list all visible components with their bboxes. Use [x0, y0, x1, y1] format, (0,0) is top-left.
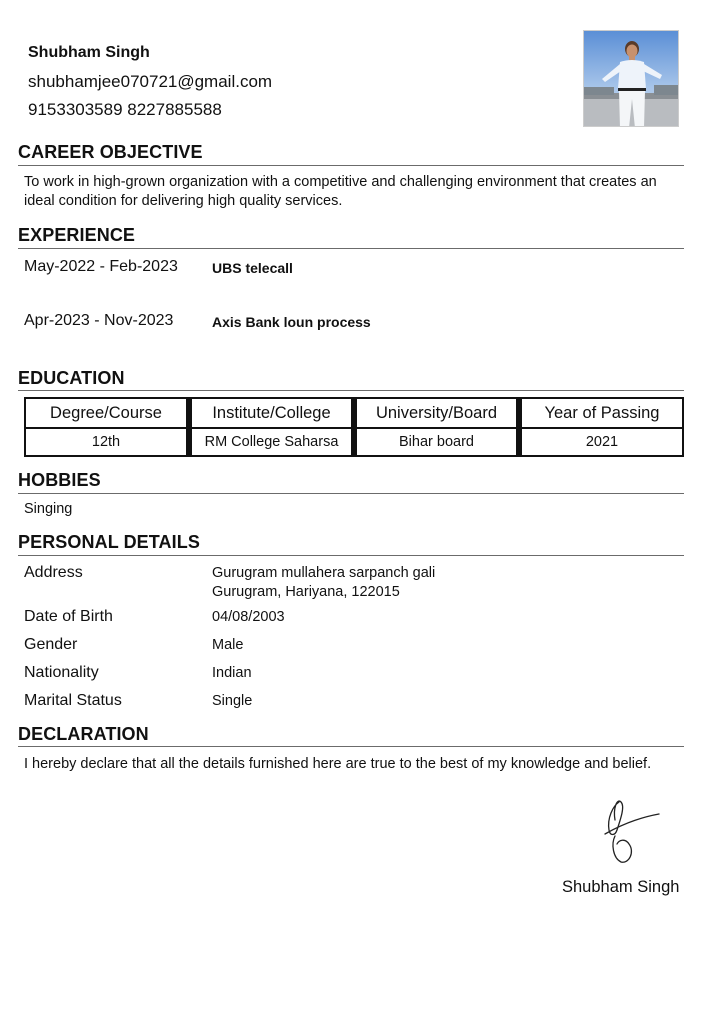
- marital-status-value: Single: [212, 693, 253, 709]
- dob-value: 04/08/2003: [212, 609, 285, 625]
- section-divider: [18, 248, 684, 249]
- section-title-personal-details: PERSONAL DETAILS: [18, 532, 200, 552]
- profile-photo: [583, 30, 679, 127]
- table-header-cell: University/Board: [353, 397, 518, 429]
- gender-label: Gender: [24, 636, 78, 653]
- signature-name: Shubham Singh: [562, 878, 680, 896]
- section-divider: [18, 165, 684, 166]
- section-title-hobbies: HOBBIES: [18, 470, 101, 490]
- table-header-cell: Degree/Course: [24, 397, 188, 429]
- gender-value: Male: [212, 637, 244, 653]
- section-divider: [18, 555, 684, 556]
- nationality-label: Nationality: [24, 664, 99, 681]
- phone-numbers: 9153303589 8227885588: [28, 100, 222, 119]
- address-line-1: Gurugram mullahera sarpanch gali: [212, 565, 436, 581]
- table-cell: 2021: [518, 429, 684, 457]
- table-cell: 12th: [24, 429, 188, 457]
- education-table: [24, 397, 684, 457]
- table-header-cell: Year of Passing: [518, 397, 684, 429]
- nationality-value: Indian: [212, 665, 252, 681]
- candidate-name: Shubham Singh: [28, 44, 150, 61]
- section-title-education: EDUCATION: [18, 368, 125, 388]
- section-title-declaration: DECLARATION: [18, 724, 149, 744]
- section-divider: [18, 390, 684, 391]
- experience-dates: May-2022 - Feb-2023: [24, 258, 178, 275]
- experience-company: Axis Bank loun process: [212, 314, 371, 330]
- table-cell: Bihar board: [353, 429, 518, 457]
- experience-company: UBS telecall: [212, 260, 293, 276]
- table-cell: RM College Saharsa: [188, 429, 353, 457]
- hobbies-text: Singing: [24, 501, 73, 517]
- section-title-career-objective: CAREER OBJECTIVE: [18, 142, 203, 162]
- experience-dates: Apr-2023 - Nov-2023: [24, 312, 174, 329]
- table-header-row: [24, 397, 684, 429]
- marital-status-label: Marital Status: [24, 692, 122, 709]
- signature-image: [595, 796, 665, 868]
- table-header-cell: Institute/College: [188, 397, 353, 429]
- section-title-experience: EXPERIENCE: [18, 225, 136, 245]
- address-line-2: Gurugram, Hariyana, 122015: [212, 584, 400, 600]
- section-divider: [18, 493, 684, 494]
- address-label: Address: [24, 564, 83, 581]
- email-address: shubhamjee070721@gmail.com: [28, 72, 273, 91]
- table-row: [24, 429, 684, 457]
- career-objective-text: To work in high-grown organization with a competitive and challenging environment that creates an ideal condition for delivering high quality services.: [24, 174, 657, 209]
- dob-label: Date of Birth: [24, 608, 113, 625]
- declaration-text: I hereby declare that all the details furnished here are true to the best of my knowledge and belief.: [24, 756, 652, 772]
- section-divider: [18, 746, 684, 747]
